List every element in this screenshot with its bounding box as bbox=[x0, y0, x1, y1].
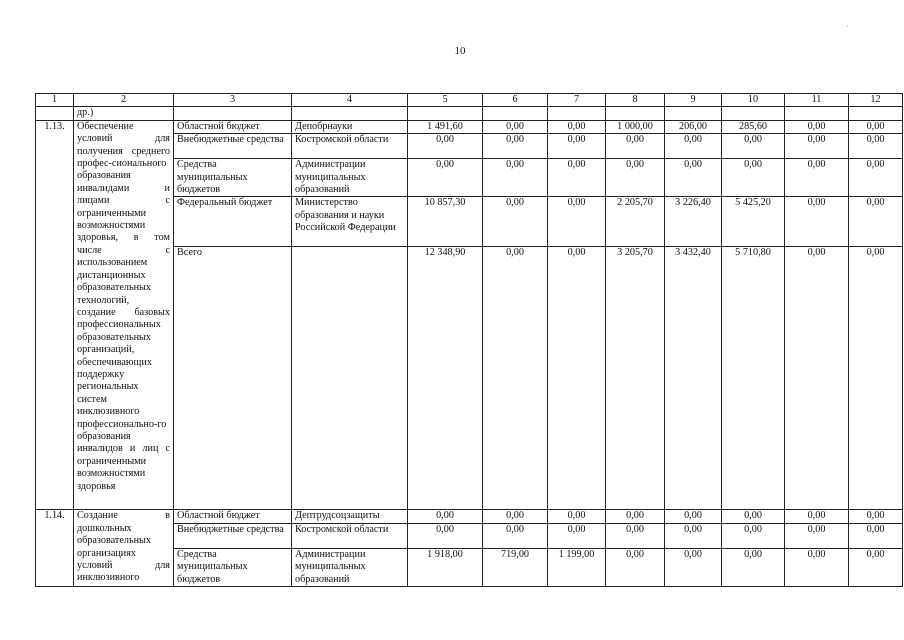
header-cell: 11 bbox=[785, 94, 849, 107]
header-cell: 4 bbox=[292, 94, 408, 107]
value-cell: 5 425,20 bbox=[722, 197, 785, 247]
value-cell: 0,00 bbox=[548, 247, 606, 510]
value-cell: 0,00 bbox=[722, 159, 785, 197]
value-cell: 0,00 bbox=[606, 134, 665, 159]
header-cell: 8 bbox=[606, 94, 665, 107]
value-cell: 0,00 bbox=[483, 159, 548, 197]
value-cell: 0,00 bbox=[408, 159, 483, 197]
value-cell: 1 491,60 bbox=[408, 120, 483, 133]
continuation-row bbox=[36, 107, 903, 120]
item-number: 1.13. bbox=[36, 120, 74, 510]
funding-source: Областной бюджет bbox=[174, 510, 292, 523]
table-row bbox=[36, 510, 903, 523]
executor: Депобрнауки bbox=[292, 120, 408, 133]
value-cell: 0,00 bbox=[849, 197, 903, 247]
value-cell: 285,60 bbox=[722, 120, 785, 133]
value-cell: 0,00 bbox=[483, 510, 548, 523]
executor: Министерство образования и науки Российской Федерации bbox=[292, 197, 408, 247]
value-cell: 0,00 bbox=[785, 247, 849, 510]
value-cell: 0,00 bbox=[785, 197, 849, 247]
value-cell: 0,00 bbox=[849, 159, 903, 197]
value-cell: 0,00 bbox=[483, 247, 548, 510]
budget-table bbox=[35, 93, 903, 587]
funding-source: Всего bbox=[174, 247, 292, 510]
value-cell: 0,00 bbox=[408, 134, 483, 159]
header-cell: 5 bbox=[408, 94, 483, 107]
value-cell: 0,00 bbox=[785, 523, 849, 548]
value-cell: 0,00 bbox=[785, 548, 849, 586]
value-cell: 0,00 bbox=[606, 510, 665, 523]
value-cell: 0,00 bbox=[785, 510, 849, 523]
value-cell: 0,00 bbox=[548, 523, 606, 548]
item-number: 1.14. bbox=[36, 510, 74, 587]
value-cell: 0,00 bbox=[665, 159, 722, 197]
value-cell: 0,00 bbox=[849, 120, 903, 133]
header-cell: 10 bbox=[722, 94, 785, 107]
value-cell: 3 205,70 bbox=[606, 247, 665, 510]
value-cell: 0,00 bbox=[408, 510, 483, 523]
value-cell: 0,00 bbox=[722, 548, 785, 586]
executor bbox=[292, 247, 408, 510]
header-row bbox=[36, 94, 903, 107]
value-cell: 0,00 bbox=[849, 548, 903, 586]
value-cell: 3 226,40 bbox=[665, 197, 722, 247]
funding-source: Внебюджетные средства bbox=[174, 523, 292, 548]
header-cell: 6 bbox=[483, 94, 548, 107]
value-cell: 0,00 bbox=[665, 134, 722, 159]
value-cell: 0,00 bbox=[548, 120, 606, 133]
value-cell: 0,00 bbox=[785, 134, 849, 159]
value-cell: 0,00 bbox=[722, 523, 785, 548]
header-cell: 9 bbox=[665, 94, 722, 107]
page-number: 10 bbox=[454, 45, 466, 57]
value-cell: 0,00 bbox=[785, 120, 849, 133]
value-cell: 0,00 bbox=[483, 134, 548, 159]
value-cell: 0,00 bbox=[548, 510, 606, 523]
value-cell: 1 918,00 bbox=[408, 548, 483, 586]
value-cell: 10 857,30 bbox=[408, 197, 483, 247]
value-cell: 0,00 bbox=[483, 197, 548, 247]
funding-source: Областной бюджет bbox=[174, 120, 292, 133]
value-cell: 0,00 bbox=[548, 159, 606, 197]
table-row bbox=[36, 120, 903, 133]
item-description: Создание в дошкольных образовательных организациях условий для инклюзивного bbox=[74, 510, 174, 587]
header-cell: 2 bbox=[74, 94, 174, 107]
value-cell: 12 348,90 bbox=[408, 247, 483, 510]
scan-speck: · bbox=[846, 22, 849, 31]
value-cell: 0,00 bbox=[665, 523, 722, 548]
value-cell: 0,00 bbox=[665, 510, 722, 523]
funding-source: Внебюджетные средства bbox=[174, 134, 292, 159]
executor: Администрации муниципальных образований bbox=[292, 548, 408, 586]
funding-source: Средства муниципальных бюджетов bbox=[174, 159, 292, 197]
value-cell: 0,00 bbox=[849, 247, 903, 510]
funding-source: Федеральный бюджет bbox=[174, 197, 292, 247]
value-cell: 3 432,40 bbox=[665, 247, 722, 510]
value-cell: 1 199,00 bbox=[548, 548, 606, 586]
value-cell: 0,00 bbox=[785, 159, 849, 197]
executor: Администрации муниципальных образований bbox=[292, 159, 408, 197]
header-cell: 7 bbox=[548, 94, 606, 107]
value-cell: 0,00 bbox=[606, 548, 665, 586]
value-cell: 0,00 bbox=[483, 120, 548, 133]
value-cell: 0,00 bbox=[849, 510, 903, 523]
value-cell: 0,00 bbox=[665, 548, 722, 586]
value-cell: 5 710,80 bbox=[722, 247, 785, 510]
value-cell: 0,00 bbox=[722, 510, 785, 523]
value-cell: 0,00 bbox=[483, 523, 548, 548]
value-cell: 0,00 bbox=[606, 159, 665, 197]
item-description: Обеспечение условий для получения среднего профес-сионального образования инвалидами и лицами с ограниченными возможностями здоровья, в том числе с использованием дистанционных образовательных технологий, создание базовых профессиональных образовательных организаций, обеспечивающих поддержку региональных систем инклюзивного профессионально-го образования инвалидов и лиц с ограниченными возможностями здоровья bbox=[74, 120, 174, 510]
value-cell: 0,00 bbox=[548, 134, 606, 159]
funding-source: Средства муниципальных бюджетов bbox=[174, 548, 292, 586]
value-cell: 0,00 bbox=[722, 134, 785, 159]
value-cell: 206,00 bbox=[665, 120, 722, 133]
value-cell: 719,00 bbox=[483, 548, 548, 586]
value-cell: 0,00 bbox=[849, 134, 903, 159]
value-cell: 1 000,00 bbox=[606, 120, 665, 133]
value-cell: 0,00 bbox=[849, 523, 903, 548]
header-cell: 3 bbox=[174, 94, 292, 107]
header-cell: 1 bbox=[36, 94, 74, 107]
value-cell: 0,00 bbox=[408, 523, 483, 548]
value-cell: 2 205,70 bbox=[606, 197, 665, 247]
executor: Костромской области bbox=[292, 523, 408, 548]
value-cell: 0,00 bbox=[548, 197, 606, 247]
header-cell: 12 bbox=[849, 94, 903, 107]
executor: Костромской области bbox=[292, 134, 408, 159]
continuation-text: др.) bbox=[74, 107, 174, 120]
executor: Дептрудсоцзащиты bbox=[292, 510, 408, 523]
value-cell: 0,00 bbox=[606, 523, 665, 548]
